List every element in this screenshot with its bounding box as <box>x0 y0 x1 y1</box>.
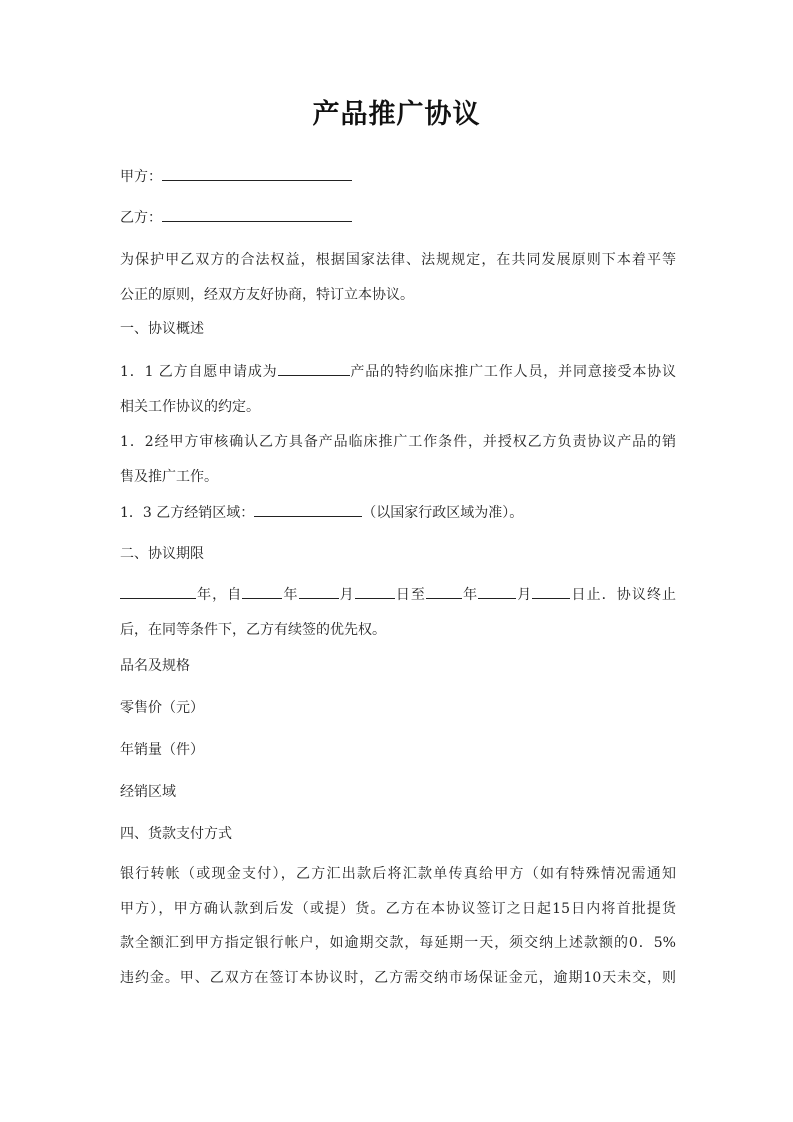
clause-1-1-text-a: 1．1 乙方自愿申请成为 <box>120 364 278 380</box>
clause-1-1-line-2: 相关工作协议的约定。 <box>120 398 260 415</box>
start-month-blank[interactable] <box>299 584 339 599</box>
section-1-heading: 一、协议概述 <box>120 321 204 337</box>
payment-line-4: 违约金。甲、乙双方在签订本协议时，乙方需交纳市场保证金元，逾期10天未交，则 <box>120 969 676 986</box>
start-day-blank[interactable] <box>355 584 395 599</box>
clause-1-1-line-1 <box>120 355 676 390</box>
section-4-heading: 四、货款支付方式 <box>120 826 232 842</box>
payment-paragraph <box>120 857 676 995</box>
term-text-2: 年 <box>282 587 299 603</box>
clause-1-2 <box>120 425 676 494</box>
clause-1-2-line-2: 售及推广工作。 <box>120 468 218 485</box>
clause-1-2-line-1: 1．2经甲方审核确认乙方具备产品临床推广工作条件，并授权乙方负责协议产品的销 <box>120 434 676 450</box>
party-a-blank[interactable] <box>162 166 352 181</box>
term-paragraph <box>120 578 676 647</box>
clause-1-1 <box>120 355 676 424</box>
clause-1-3-suffix: （以国家行政区域为准）。 <box>362 505 524 521</box>
label-retail-price: 零售价（元） <box>120 700 204 716</box>
clause-1-1-text-b: 产品的特约临床推广工作人员，并同意接受本协议 <box>349 364 677 380</box>
term-text-7: 日止．协议终止 <box>570 587 677 603</box>
preamble-line-2: 公正的原则，经双方友好协商，特订立本协议。 <box>120 286 414 303</box>
preamble-paragraph <box>120 243 676 312</box>
party-b-line <box>120 207 676 229</box>
party-a-line <box>120 166 676 188</box>
payment-line-3: 款全额汇到甲方指定银行帐户，如逾期交款，每延期一天，须交纳上述款额的0．5% <box>120 935 676 951</box>
term-line-2: 后，在同等条件下，乙方有续签的优先权。 <box>120 621 386 638</box>
term-text-4: 日至 <box>394 587 427 603</box>
term-years-blank[interactable] <box>120 584 196 599</box>
end-year-blank[interactable] <box>426 584 462 599</box>
end-month-blank[interactable] <box>478 584 516 599</box>
start-year-blank[interactable] <box>242 584 282 599</box>
clause-1-3-prefix: 1．3 乙方经销区域： <box>120 505 255 521</box>
document-title: 产品推广协议 <box>312 99 481 130</box>
end-day-blank[interactable] <box>532 584 570 599</box>
party-a-label: 甲方： <box>120 169 162 185</box>
party-b-label: 乙方： <box>120 210 162 226</box>
label-annual-sales: 年销量（件） <box>120 742 204 758</box>
section-2-heading: 二、协议期限 <box>120 546 204 562</box>
party-b-blank[interactable] <box>162 207 352 222</box>
label-sales-region: 经销区域 <box>120 784 176 800</box>
term-text-5: 年 <box>462 587 479 603</box>
payment-line-2: 甲方），甲方确认款到后发（或提）货。乙方在本协议签订之日起15日内将首批提货 <box>120 900 676 917</box>
term-text-1: 年，自 <box>196 587 243 603</box>
term-line-1 <box>120 578 676 613</box>
label-product-spec: 品名及规格 <box>120 658 190 674</box>
clause-1-3 <box>120 502 676 524</box>
product-name-blank[interactable] <box>278 361 350 376</box>
term-text-3: 月 <box>338 587 355 603</box>
preamble-line-1: 为保护甲乙双方的合法权益，根据国家法律、法规规定，在共同发展原则下本着平等 <box>120 252 676 268</box>
sales-region-blank[interactable] <box>254 502 362 517</box>
term-text-6: 月 <box>516 587 533 603</box>
payment-line-1: 银行转帐（或现金支付），乙方汇出款后将汇款单传真给甲方（如有特殊情况需通知 <box>120 866 676 882</box>
